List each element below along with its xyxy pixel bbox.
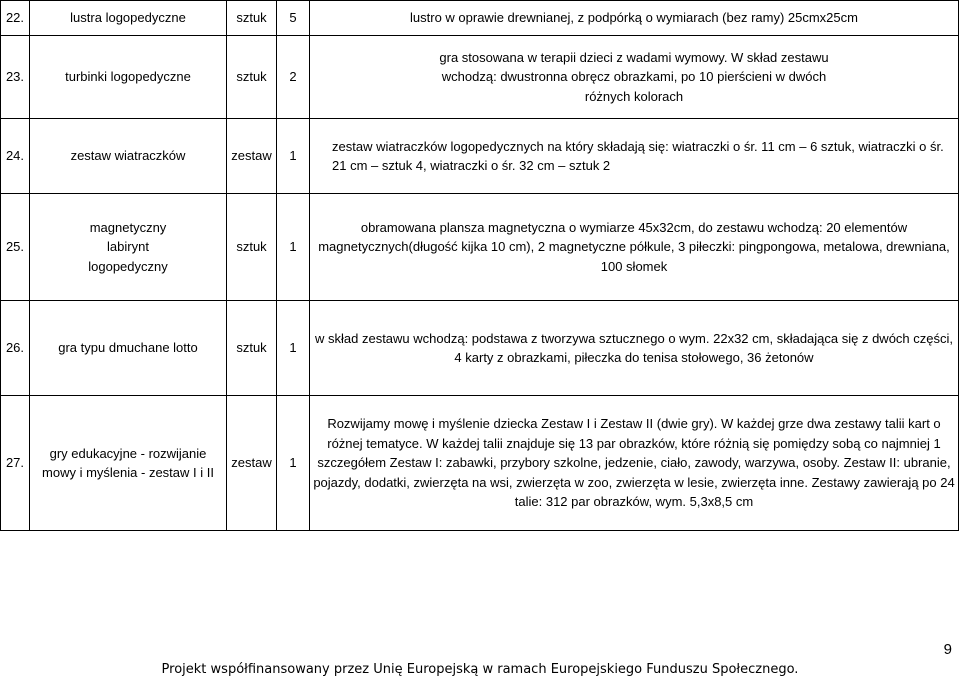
item-name: zestaw wiatraczków — [30, 119, 227, 194]
table-row — [1, 119, 959, 194]
item-unit: sztuk — [227, 301, 277, 396]
item-name: gra typu dmuchane lotto — [30, 301, 227, 396]
item-number: 24. — [1, 119, 30, 194]
item-description: Rozwijamy mowę i myślenie dziecka Zestaw I i Zestaw II (dwie gry). W każdej grze dwa zestawy talii kart o różnej tematyce. W każdej talii znajduje się 13 par obrazków, które różnią się pomiędzy sobą co najmniej 1 szczegółem Zestaw I: zabawki, przybory szkolne, jedzenie, ciało, zawody, warzywa, osoby. Zestaw II: ubranie, pojazdy, dodatki, zwierzęta na wsi, zwierzęta w zoo, zwierzęta w lesie, zwierzęta inne. Zestawy zawierają po 24 talie: 312 par obrazków, wym. 5,3x8,5 cm — [310, 396, 959, 531]
item-unit: sztuk — [227, 1, 277, 36]
table-row — [1, 301, 959, 396]
item-unit: sztuk — [227, 194, 277, 301]
item-quantity: 1 — [277, 301, 310, 396]
item-description: zestaw wiatraczków logopedycznych na który składają się: wiatraczki o śr. 11 cm – 6 sztuk, wiatraczki o śr. 21 cm – sztuk 4, wiatraczki o śr. 32 cm – sztuk 2 — [310, 119, 959, 194]
table-row — [1, 194, 959, 301]
item-number: 27. — [1, 396, 30, 531]
item-name: turbinki logopedyczne — [30, 36, 227, 119]
item-quantity: 5 — [277, 1, 310, 36]
item-number: 22. — [1, 1, 30, 36]
item-description: lustro w oprawie drewnianej, z podpórką o wymiarach (bez ramy) 25cmx25cm — [310, 1, 959, 36]
footer-funding-note: Projekt współfinansowany przez Unię Europejską w ramach Europejskiego Funduszu Społecznego. — [161, 662, 799, 677]
table-row — [1, 36, 959, 119]
item-description: w skład zestawu wchodzą: podstawa z tworzywa sztucznego o wym. 22x32 cm, składająca się z dwóch części, 4 karty z obrazkami, piłeczka do tenisa stołowego, 36 żetonów — [310, 301, 959, 396]
table-row — [1, 1, 959, 36]
item-quantity: 1 — [277, 119, 310, 194]
item-quantity: 1 — [277, 194, 310, 301]
item-number: 23. — [1, 36, 30, 119]
item-number: 25. — [1, 194, 30, 301]
item-name: magnetyczny labirynt logopedyczny — [30, 194, 227, 301]
item-description: obramowana plansza magnetyczna o wymiarze 45x32cm, do zestawu wchodzą: 20 elementów magnetycznych(długość kijka 10 cm), 2 magnetyczne półkule, 3 piłeczki: pingpongowa, metalowa, drewniana, 100 słomek — [310, 194, 959, 301]
item-quantity: 1 — [277, 396, 310, 531]
table-row — [1, 396, 959, 531]
page-number: 9 — [943, 641, 952, 658]
item-unit: sztuk — [227, 36, 277, 119]
item-quantity: 2 — [277, 36, 310, 119]
item-number: 26. — [1, 301, 30, 396]
item-unit: zestaw — [227, 396, 277, 531]
item-name: gry edukacyjne - rozwijanie mowy i myślenia - zestaw I i II — [30, 396, 227, 531]
item-name: lustra logopedyczne — [30, 1, 227, 36]
item-description: gra stosowana w terapii dzieci z wadami wymowy. W skład zestawu wchodzą: dwustronna obręcz obrazkami, po 10 pierścieni w dwóch różnych kolorach — [310, 36, 959, 119]
item-unit: zestaw — [227, 119, 277, 194]
